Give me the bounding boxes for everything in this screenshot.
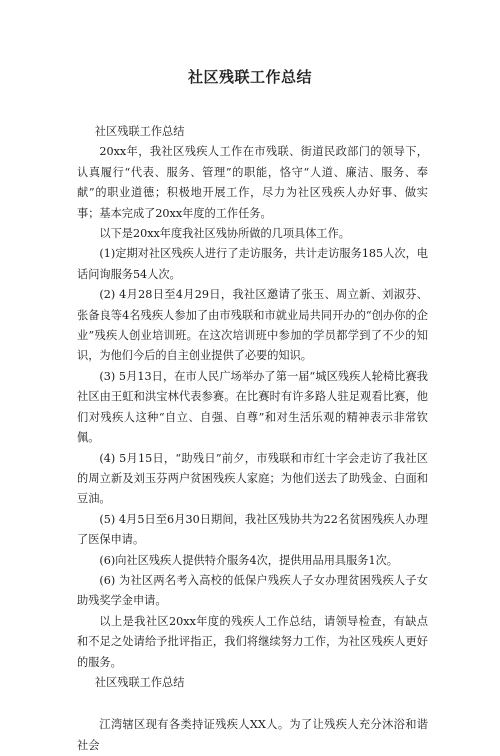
paragraph: (4) 5月15日，“助残日”前夕，市残联和市红十字会走访了我社区的周立新及刘玉芬两户贫困残疾人家庭；为他们送去了助残金、白面和豆油。 (77, 451, 428, 506)
paragraph: (1)定期对社区残疾人进行了走访服务，共计走访服务185人次，电话问询服务54人次。 (77, 247, 428, 281)
paragraph: (6) 为社区两名考入高校的低保户残疾人子女办理贫困残疾人子女助残奖学金申请。 (77, 573, 428, 608)
paragraph: 20xx年，我社区残疾人工作在市残联、街道民政部门的领导下，认真履行“代表、服务、管理”的职能，恪守“人道、廉洁、服务、奉献”的职业道德；积极地开展工作，尽力为社区残疾人办好事、做实事；基本完成了20xx年度的工作任务。 (77, 145, 428, 220)
paragraph: 江湾辖区现有各类持证残疾人XX人。为了让残疾人充分沐浴和谐社会 (77, 718, 428, 752)
paragraph: 以上是我社区20xx年度的残疾人工作总结，请领导检查，有缺点和不足之处请给予批评指正，我们将继续努力工作，为社区残疾人更好的服务。 (77, 614, 428, 669)
document-body (77, 122, 428, 756)
section-heading: 社区残联工作总结 (94, 675, 185, 689)
paragraph: (2) 4月28日至4月29日，我社区邀请了张玉、周立新、刘淑芬、张备良等4名残疾人参加了由市残联和市就业局共同开办的“创办你的企业”残疾人创业培训班。在这次培训班中参加的学员都学到了不少的知识，为他们今后的自主创业提供了必要的知识。 (77, 288, 428, 363)
paragraph: (6)向社区残疾人提供特介服务4次，提供用品用具服务1次。 (99, 553, 398, 567)
paragraph: (5) 4月5日至6月30日期间，我社区残协共为22名贫困残疾人办理了医保申请。 (77, 512, 428, 547)
document-title: 社区残联工作总结 (187, 68, 312, 86)
paragraph: (3) 5月13日，在市人民广场举办了第一届“城区残疾人轮椅比赛我社区由王虹和洪宝林代表参赛。在比赛时有许多路人驻足观看比赛，他们对残疾人这种“自立、自强、自尊”和对生活乐观的精神表示非常钦佩。 (77, 369, 428, 445)
paragraph: 以下是20xx年度我社区残协所做的几项具体工作。 (99, 227, 350, 241)
section-heading: 社区残联工作总结 (94, 125, 185, 138)
